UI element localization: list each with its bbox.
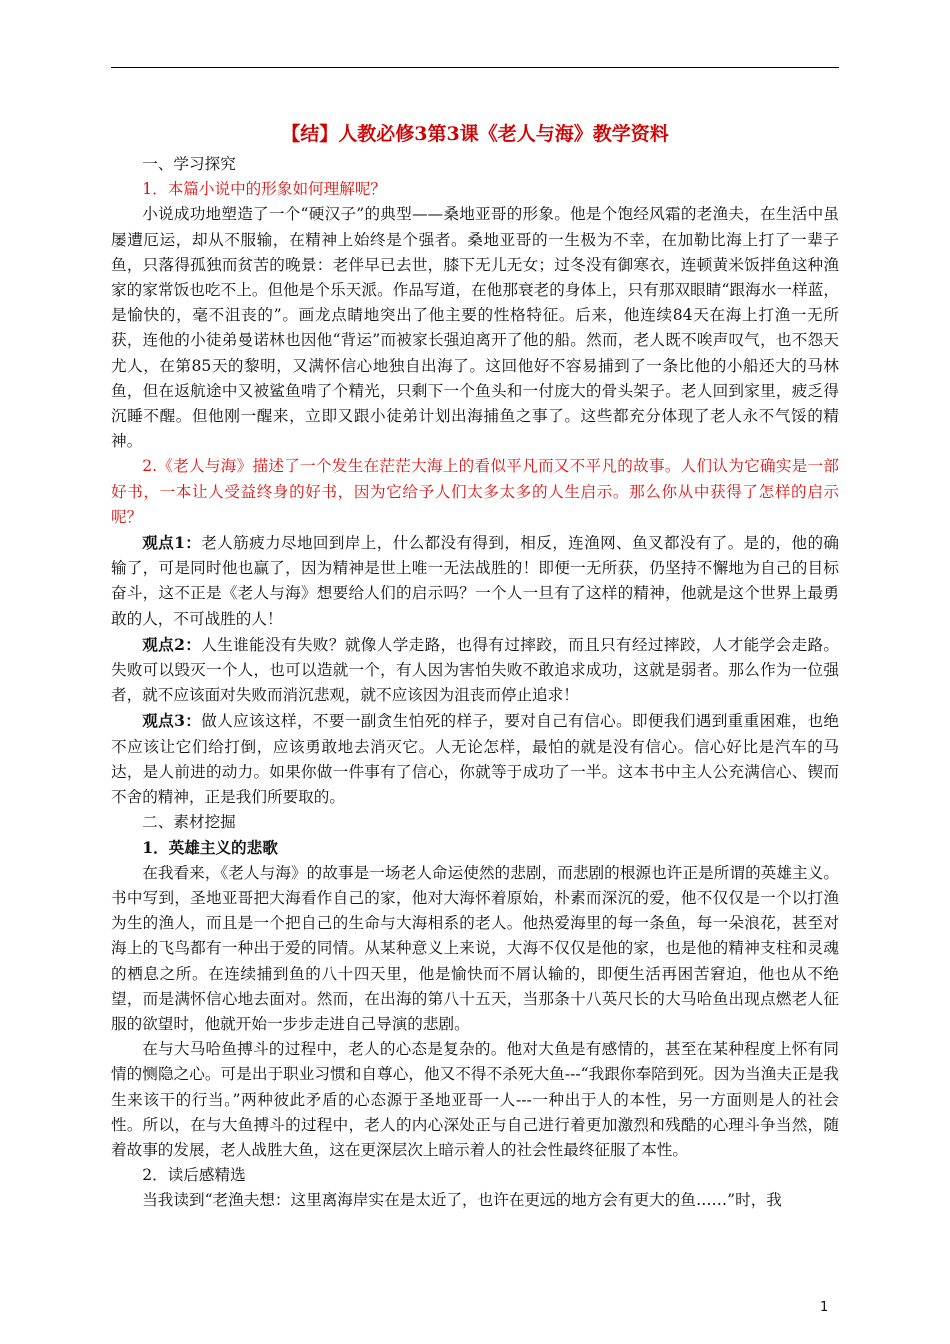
subheading-heroism: 1．英雄主义的悲歌	[142, 838, 278, 858]
viewpoint-2-text: 人生谁能没有失败？就像人学走路，也得有过摔跤，而且只有经过摔跤，人才能学会走路。失败可以毁灭一个人，也可以造就一个，有人因为害怕失败不敢追求成功，这就是弱者。那么作为一位强者，就不应该面对失败而消沉悲观，就不应该因为沮丧而停止追求！	[111, 635, 839, 705]
viewpoint-3	[111, 708, 839, 810]
viewpoint-3-label: 观点3：	[142, 711, 202, 731]
viewpoint-3-text: 做人应该这样，不要一副贪生怕死的样子，要对自己有信心。即便我们遇到重重困难，也绝不应该让它们给打倒，应该勇敢地去消灭它。人无论怎样，最怕的就是没有信心。信心好比是汽车的马达，是人前进的动力。如果你做一件事有了信心，你就等于成功了一半。这本书中主人公充满信心、锲而不舍的精神，正是我们所要取的。	[111, 712, 839, 807]
reflections-paragraph-1: 当我读到“老渔夫想：这里离海岸实在是太近了，也许在更远的地方会有更大的鱼……”时，我	[142, 1191, 782, 1210]
subheading-reflections: 2．读后感精选	[142, 1166, 246, 1185]
viewpoint-1-label: 观点1：	[142, 533, 202, 553]
question-1: 1．本篇小说中的形象如何理解呢？	[142, 180, 387, 199]
heroism-paragraph-2: 在与大马哈鱼搏斗的过程中，老人的心态是复杂的。他对大鱼是有感情的，甚至在某种程度上怀有同情的恻隐之心。可是出于职业习惯和自尊心，他又不得不杀死大鱼---“我跟你奉陪到死。因为当渔夫正是我生来该干的行当。”两种彼此矛盾的心态源于圣地亚哥一人---一种出于人的本性，另一方面则是人的社会性。所以，在与大鱼搏斗的过程中，老人的内心深处正与自己进行着更加激烈和残酷的心理斗争当然，随着故事的发展，老人战胜大鱼，这在更深层次上暗示着人的社会性最终征服了本性。	[111, 1040, 839, 1159]
question-2: 2.《老人与海》描述了一个发生在茫茫大海上的看似平凡而又不平凡的故事。人们认为它确实是一部好书，一本让人受益终身的好书，因为它给予人们太多太多的人生启示。那么你从中获得了怎样的启示呢？	[111, 457, 839, 526]
section-heading-2: 二、素材挖掘	[142, 813, 236, 832]
section-heading-1: 一、学习探究	[142, 155, 236, 173]
header-rule	[111, 67, 839, 68]
viewpoint-1-text: 老人筋疲力尽地回到岸上，什么都没有得到，相反，连渔网、鱼叉都没有了。是的，他的确输了，可是同时他也赢了，因为精神是世上唯一无法战胜的！即便一无所获，仍坚持不懈地为自己的目标奋斗，这不正是《老人与海》想要给人们的启示吗？一个人一旦有了这样的精神，他就是这个世界上最勇敢的人，不可战胜的人！	[111, 534, 839, 628]
viewpoint-2	[111, 632, 839, 709]
viewpoint-2-label: 观点2：	[142, 634, 202, 654]
page-number: 1	[820, 1300, 829, 1315]
document-body	[111, 120, 839, 1214]
question-1-answer: 小说成功地塑造了一个“硬汉子”的典型——桑地亚哥的形象。他是个饱经风霜的老渔夫，在生活中虽屡遭厄运，却从不服输，在精神上始终是个强者。桑地亚哥的一生极为不幸，在加勒比海上打了一辈子鱼，只落得孤独而贫苦的晚景：老伴早已去世，膝下无儿无女；过冬没有御寒衣，连顿黄米饭拌鱼这种渔家的家常饭也吃不上。但他是个乐天派。作品写道，在他那衰老的身体上，只有那双眼睛“跟海水一样蓝，是愉快的，毫不沮丧的”。画龙点睛地突出了他主要的性格特征。后来，他连续84天在海上打渔一无所获，连他的小徒弟曼诺林也因他“背运”而被家长强迫离开了他的船。然而，老人既不唉声叹气，也不怨天尤人，在第85天的黎明，又满怀信心地独自出海了。这回他好不容易捕到了一条比他的小船还大的马林鱼，但在返航途中又被鲨鱼啃了个精光，只剩下一个鱼头和一付庞大的骨头架子。老人回到家里，疲乏得沉睡不醒。但他刚一醒来，立即又跟小徒弟计划出海捕鱼之事了。这些都充分体现了老人永不气馁的精神。	[111, 205, 839, 451]
heroism-paragraph-1: 在我看来，《老人与海》的故事是一场老人命运使然的悲剧，而悲剧的根源也许正是所谓的英雄主义。书中写到，圣地亚哥把大海看作自己的家，他对大海怀着原始，朴素而深沉的爱，他不仅仅是一个以打渔为生的渔人，而且是一个把自己的生命与大海相系的老人。他热爱海里的每一条鱼，每一朵浪花，甚至对海上的飞鸟都有一种出于爱的同情。从某种意义上来说，大海不仅仅是他的家，也是他的精神支柱和灵魂的栖息之所。在连续捕到鱼的八十四天里，他是愉快而不屑认输的，即便生活再困苦窘迫，他也从不绝望，而是满怀信心地去面对。然而，在出海的第八十五天，当那条十八英尺长的大马哈鱼出现点燃老人征服的欲望时，他就开始一步步走进自己导演的悲剧。	[111, 863, 839, 1033]
document-title: 【结】人教必修3第3课《老人与海》教学资料	[281, 123, 669, 145]
viewpoint-1	[111, 530, 839, 632]
